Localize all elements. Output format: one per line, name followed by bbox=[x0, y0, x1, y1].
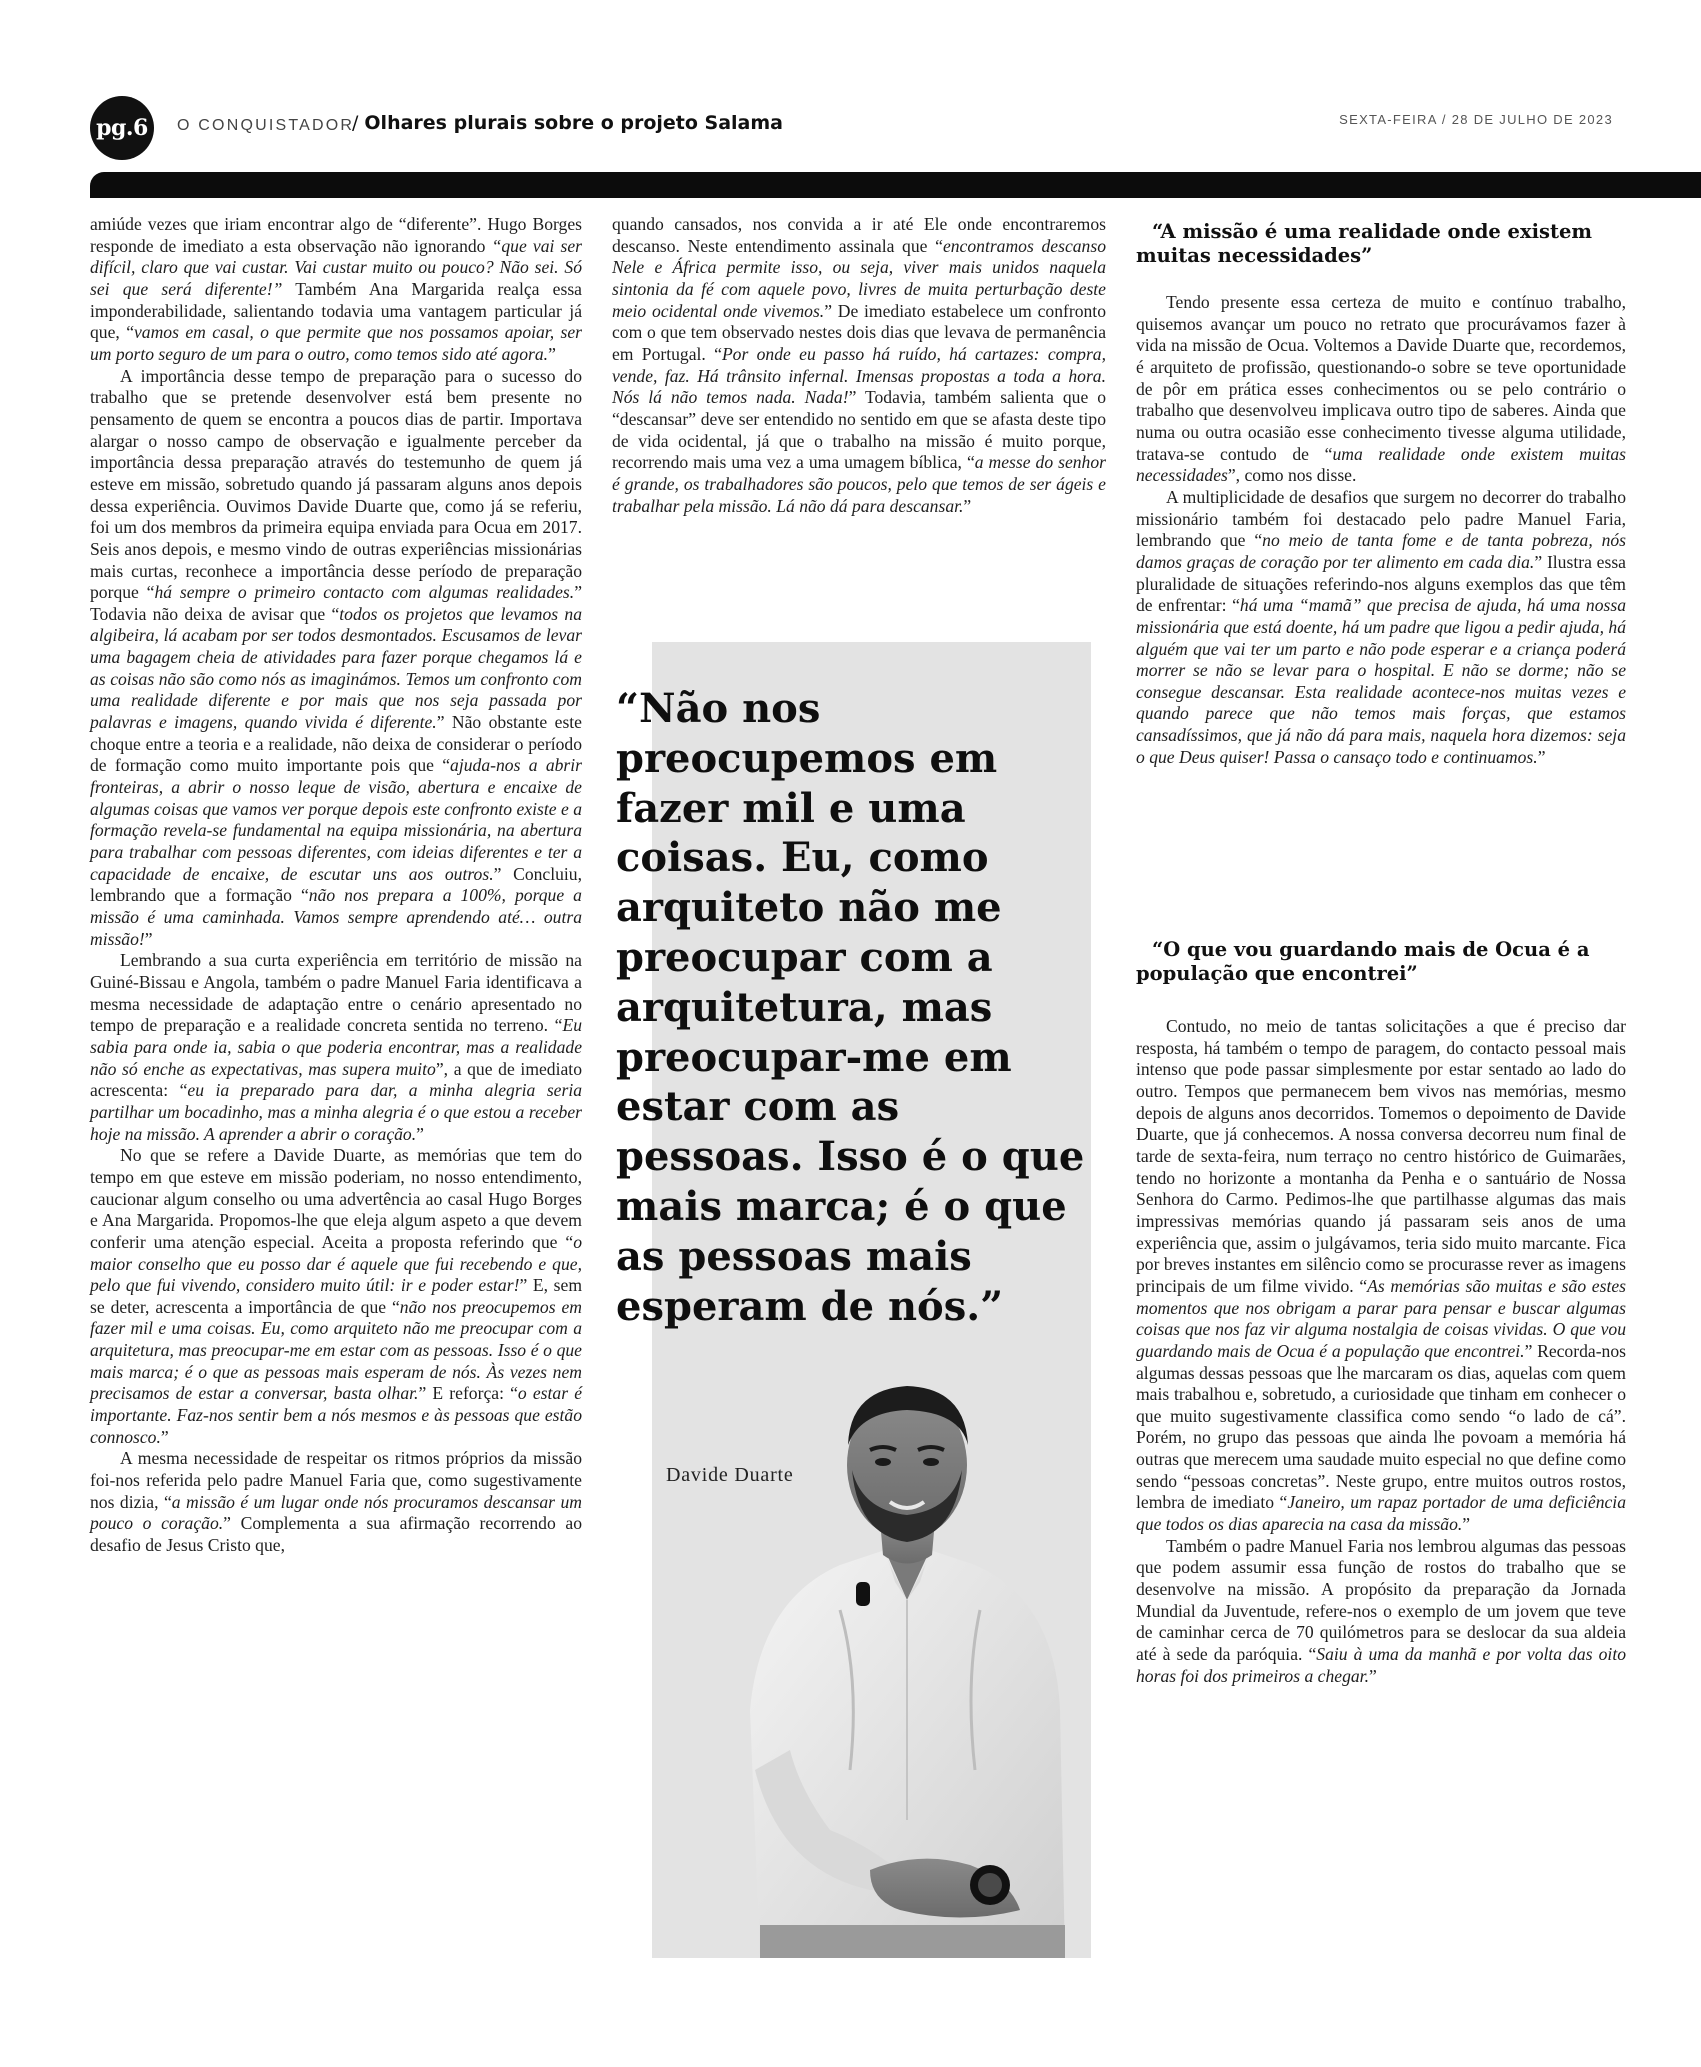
text-run: ” bbox=[1368, 1665, 1377, 1686]
text-run: ” bbox=[160, 1426, 169, 1447]
text-run: ” E reforça: “ bbox=[418, 1383, 518, 1404]
paragraph bbox=[90, 214, 582, 366]
publication-name: O CONQUISTADOR bbox=[177, 117, 355, 134]
italic-quote-run: Janeiro, um rapaz portador de uma deficiência que todos os dias aparecia na casa da missão. bbox=[1136, 1492, 1626, 1535]
italic-quote-run: ajuda-nos a abrir fronteiras, a abrir o nosso leque de visão, abertura e encaixe de algumas coisas que vamos ver porque depois este confronto existe e a formação revela-se fundamental na equipa missionária, na abertura para trabalhar com pessoas diferentes, com ideias diferentes e ter a capacidade de encaixe, de escutar uns aos outros. bbox=[90, 755, 582, 884]
text-run: ” De imediato estabelece um confronto com o que tem observado nestes dois dias que levava de permanência em Portugal. “ bbox=[612, 300, 1106, 364]
section-title-text: Olhares plurais sobre o projeto Salama bbox=[364, 112, 783, 134]
italic-quote-run: vamos em casal, o que permite que nos possamos apoiar, ser um porto seguro de um para o outro, como temos sido até agora. bbox=[90, 322, 582, 364]
text-run: A mesma necessidade de respeitar os ritmos próprios da missão foi-nos referida pelo padre Manuel Faria que, como sugestivamente nos dizia, “ bbox=[90, 1448, 582, 1512]
paragraph bbox=[90, 950, 582, 1145]
photo-caption: Davide Duarte bbox=[666, 1464, 794, 1486]
subheading: “A missão é uma realidade onde existem muitas necessidades” bbox=[1136, 220, 1593, 267]
text-run: quando cansados, nos convida a ir até Ele onde encontraremos descanso. Neste entendimento assinala que “ bbox=[612, 214, 1106, 256]
slash-divider: / bbox=[352, 112, 359, 134]
text-run: A importância desse tempo de preparação para o sucesso do trabalho que se pretende desenvolver está bem presente no pensamento de quem se encontra a poucos dias de partir. Importava alargar o nosso campo de observação e igualmente perceber da importância dessa preparação através do testemunho de quem já esteve em missão, sobretudo quando já passaram alguns anos depois dessa experiência. Ouvimos Davide Duarte que, como já se referiu, foi um dos membros da primeira equipa enviada para Ocua em 2017. Seis anos depois, e mesmo vindo de outras experiências missionárias mais curtas, reconhece a importância desse período de preparação porque “ bbox=[90, 365, 582, 603]
header-rule-bar bbox=[90, 172, 1701, 198]
article-column-middle bbox=[612, 214, 1106, 517]
text-run: A multiplicidade de desafios que surgem no decorrer do trabalho missionário também foi destacado pelo padre Manuel Faria, lembrando que “ bbox=[1136, 486, 1626, 551]
text-run: Tendo presente essa certeza de muito e contínuo trabalho, quisemos avançar um pouco no retrato que procurávamos fazer à vida na missão de Ocua. Voltemos a Davide Duarte que, recordemos, é arquiteto de profissão, questionando-o sobre se teve oportunidade de pôr em prática esses conhecimentos ou se pelo contrário o trabalho que desenvolveu implicava outro tipo de saberes. Ainda que numa ou outra ocasião esse conhecimento tivesse alguma utilidade, tratava-se contudo de “ bbox=[1136, 292, 1626, 464]
lapel-microphone bbox=[856, 1582, 870, 1606]
paragraph bbox=[90, 1145, 582, 1448]
text-run: ” bbox=[1537, 746, 1546, 767]
text-run: ” bbox=[548, 343, 556, 364]
italic-quote-run: o estar é importante. Faz-nos sentir bem a nós mesmos e às pessoas que estão connosco. bbox=[90, 1383, 582, 1447]
italic-quote-run: a messe do senhor é grande, os trabalhadores são poucos, pelo que temos de ser ágeis e trabalhar pela missão. Lá não dá para descansar. bbox=[612, 452, 1106, 516]
italic-quote-run: o maior conselho que eu posso dar é aquele que fui recebendo e que, pelo que fui vivendo, considero muito útil: ir e poder estar! bbox=[90, 1231, 582, 1296]
italic-quote-run: não nos preocupemos em fazer mil e uma coisas. Eu, como arquiteto não me preocupar com a arquitetura, mas preocupar-me em estar com as pessoas. Isso é o que mais marca; é o que as pessoas mais esperam de nós. Às vezes nem precisamos de estar a conversar, basta olhar. bbox=[90, 1296, 582, 1404]
text-run: ” Ilustra essa pluralidade de situações referindo-nos alguns exemplos das que têm de enfrentar: “ bbox=[1136, 551, 1626, 616]
paragraph bbox=[1136, 292, 1626, 487]
text-run: Contudo, no meio de tantas solicitações a que é preciso dar resposta, há também o tempo de paragem, do contacto pessoal mais intenso que pode passar simplesmente por estar sentado ao lado do outro. Tempos que permanecem bem vivos nas memórias, mesmo depois de alguns anos decorridos. Tomemos o depoimento de Davide Duarte, que já conhecemos. A nossa conversa decorreu num final de tarde de sexta-feira, num terraço no centro histórico de Guimarães, tendo no horizonte a montanha da Penha e o santuário de Nossa Senhora do Carmo. Pedimos-lhe que partilhasse algumas das mais impressivas memórias quando já passaram seis anos de uma experiência que, assim o julgávamos, teria sido muito marcante. Fica por breves instantes em silêncio como se procurasse rever as imagens principais de um filme vivido. “ bbox=[1136, 1016, 1626, 1296]
italic-quote-run: não nos prepara a 100%, porque a missão é uma caminhada. Vamos sempre aprendendo até… outra missão! bbox=[90, 885, 582, 949]
page-number-badge: pg.6 bbox=[90, 96, 154, 160]
text-run: ”, como nos disse. bbox=[1227, 465, 1357, 486]
text-run: Também Ana Margarida realça essa imponderabilidade, salientando todavia uma vantagem particular já que, “ bbox=[90, 278, 582, 343]
text-run: ” bbox=[963, 495, 972, 516]
italic-quote-run: encontramos descanso Nele e África permite isso, ou seja, viver mais unidos naquela sintonia da fé com aquele povo, livres de muita perturbação deste meio ocidental onde vivemos. bbox=[612, 235, 1106, 321]
text-run: ” Todavia, também salienta que o “descansar” deve ser entendido no sentido em que se afasta deste tipo de vida ocidental, já que o trabalho na missão é muito porque, recorrendo mais uma vez a uma umagem bíblica, “ bbox=[612, 387, 1106, 473]
paragraph bbox=[90, 1448, 582, 1556]
text-run: ”, a que de imediato acrescenta: “ bbox=[90, 1058, 582, 1101]
italic-quote-run: eu ia preparado para dar, a minha alegria seria partilhar um bocadinho, mas a minha alegria é o que estou a receber hoje na missão. A aprender a abrir o coração. bbox=[90, 1080, 583, 1144]
article-column-left bbox=[90, 214, 582, 1557]
italic-quote-run: todos os projetos que levamos na algibeira, lá acabam por ser todos desmontados. Escusamos de levar uma bagagem cheia de atividades para fazer porque chegamos lá e as coisas não são como nós as imaginámos. Temos um confronto com uma realidade diferente e por mais que nos seja passada por palavras e imagens, quando vivida é diferente. bbox=[90, 603, 582, 733]
paragraph bbox=[1136, 1016, 1626, 1536]
italic-quote-run: no meio de tanta fome e de tanta pobreza, nós damos graças de coração por ter alimento em cada dia. bbox=[1136, 530, 1627, 572]
paragraph bbox=[90, 366, 582, 951]
text-run: ” Não obstante este choque entre a teoria e a realidade, não deixa de considerar o período de formação como muito importante pois que “ bbox=[90, 712, 582, 776]
section-title bbox=[352, 112, 783, 134]
text-run: ” bbox=[416, 1123, 424, 1144]
text-run: No que se refere a Davide Duarte, as memórias que tem do tempo em que esteve em missão poderiam, no nosso entendimento, caucionar algum conselho ou uma advertência ao casal Hugo Borges e Ana Margarida. Propomos-lhe que eleja algum aspeto a que devem conferir uma atenção especial. Aceita a proposta referindo que “ bbox=[90, 1145, 582, 1252]
italic-quote-run: Eu sabia para onde ia, sabia o que poderia encontrar, mas a realidade não só enche as expectativas, mas supera muito bbox=[90, 1015, 582, 1079]
italic-quote-run: As memórias são muitas e são estes momentos que nos obrigam a parar para pensar e buscar algumas coisas que nos faz vir alguma nostalgia de coisas vividas. O que vou guardando mais de Ocua é a população que encontrei. bbox=[1136, 1275, 1626, 1361]
paragraph bbox=[1136, 487, 1626, 769]
italic-quote-run: a missão é um lugar onde nós procuramos descansar um pouco o coração. bbox=[90, 1491, 582, 1534]
article-column-right bbox=[1136, 292, 1626, 768]
text-run: ” Concluiu, lembrando que a formação “ bbox=[90, 863, 582, 906]
article-column-right-continued bbox=[1136, 1016, 1626, 1687]
paragraph bbox=[612, 214, 1106, 517]
text-run: ” Recorda-nos algumas dessas pessoas que lhe marcaram os dias, aquelas com quem mais trabalhou e, sobretudo, a curiosidade que tinham em conhecer o que muito sugestivamente classifica como sendo “o lado de cá”. Porém, no grupo das pessoas que ainda lhe povoam a memória há outras que merecem uma saudade muito especial no que define como sendo “pessoas concretas”. Neste grupo, entre muitos outros rostos, lembra de imediato “ bbox=[1136, 1340, 1626, 1513]
subheading: “O que vou guardando mais de Ocua é a população que encontrei” bbox=[1136, 938, 1590, 985]
italic-quote-run: uma realidade onde existem muitas necessidades bbox=[1136, 443, 1627, 486]
pull-quote: “Não nos preocupemos em fazer mil e uma coisas. Eu, como arquiteto não me preocupar com a arquitetura, mas preocupar-me em estar com as pessoas. Isso é o que mais marca; é o que as pessoas mais esperam de nós.” bbox=[616, 685, 1085, 1330]
portrait-photo bbox=[720, 1350, 1091, 1958]
italic-quote-run: Saiu à uma da manhã e por volta das oito horas foi dos primeiros a chegar. bbox=[1136, 1644, 1627, 1686]
text-run: ” Complementa a sua afirmação recorrendo ao desafio de Jesus Cristo que, bbox=[90, 1513, 582, 1556]
issue-date: SEXTA-FEIRA / 28 DE JULHO DE 2023 bbox=[1339, 112, 1613, 127]
text-run: Lembrando a sua curta experiência em território de missão na Guiné-Bissau e Angola, também o padre Manuel Faria identificava a mesma necessidade de adaptação entre o cenário apresentado no tempo de preparação e a realidade concreta sentida no terreno. “ bbox=[90, 950, 582, 1036]
italic-quote-run: Por onde eu passo há ruído, há cartazes: compra, vende, faz. Há trânsito infernal. Imensas propostas a toda a hora. Nós lá não temos nada. Nada! bbox=[612, 343, 1106, 408]
italic-quote-run: há sempre o primeiro contacto com algumas realidades. bbox=[154, 582, 575, 603]
text-run: Também o padre Manuel Faria nos lembrou algumas das pessoas que podem assumir essa função de rostos do trabalho que se desenvolve na missão. A propósito da preparação da Jornada Mundial da Juventude, refere-nos o exemplo de um jovem que teve de caminhar cerca de 70 quilómetros para se deslocar da sua aldeia até à sede da paróquia. “ bbox=[1136, 1535, 1626, 1665]
text-run: ” bbox=[1462, 1514, 1471, 1535]
italic-quote-run: há uma “mamã” que precisa de ajuda, há uma nossa missionária que está doente, há um padre que ligou a pedir ajuda, há alguém que vai ter um parto e não pode esperar e a criança poderá morrer se não se levar para o hospital. E não se dorme; não se consegue descansar. Esta realidade acontece-nos muitas vezes e quando parece que não temos mais forças, que estamos cansadíssimos, que já não dá para mais, naquela hora dizemos: seja o que Deus quiser! Passa o cansaço todo e continuamos. bbox=[1136, 595, 1626, 767]
text-run: amiúde vezes que iriam encontrar algo de “diferente”. Hugo Borges responde de imediato a esta observação não ignorando bbox=[90, 214, 582, 256]
text-run: ” bbox=[144, 928, 153, 949]
paragraph bbox=[1136, 1536, 1626, 1688]
italic-quote-run: “que vai ser difícil, claro que vai custar. Vai custar muito ou pouco? Não sei. Só sei que será diferente!” bbox=[90, 235, 582, 299]
text-run: ” Todavia não deixa de avisar que “ bbox=[90, 582, 582, 624]
text-run: ” E, sem se deter, acrescenta a importância de que “ bbox=[90, 1275, 583, 1317]
